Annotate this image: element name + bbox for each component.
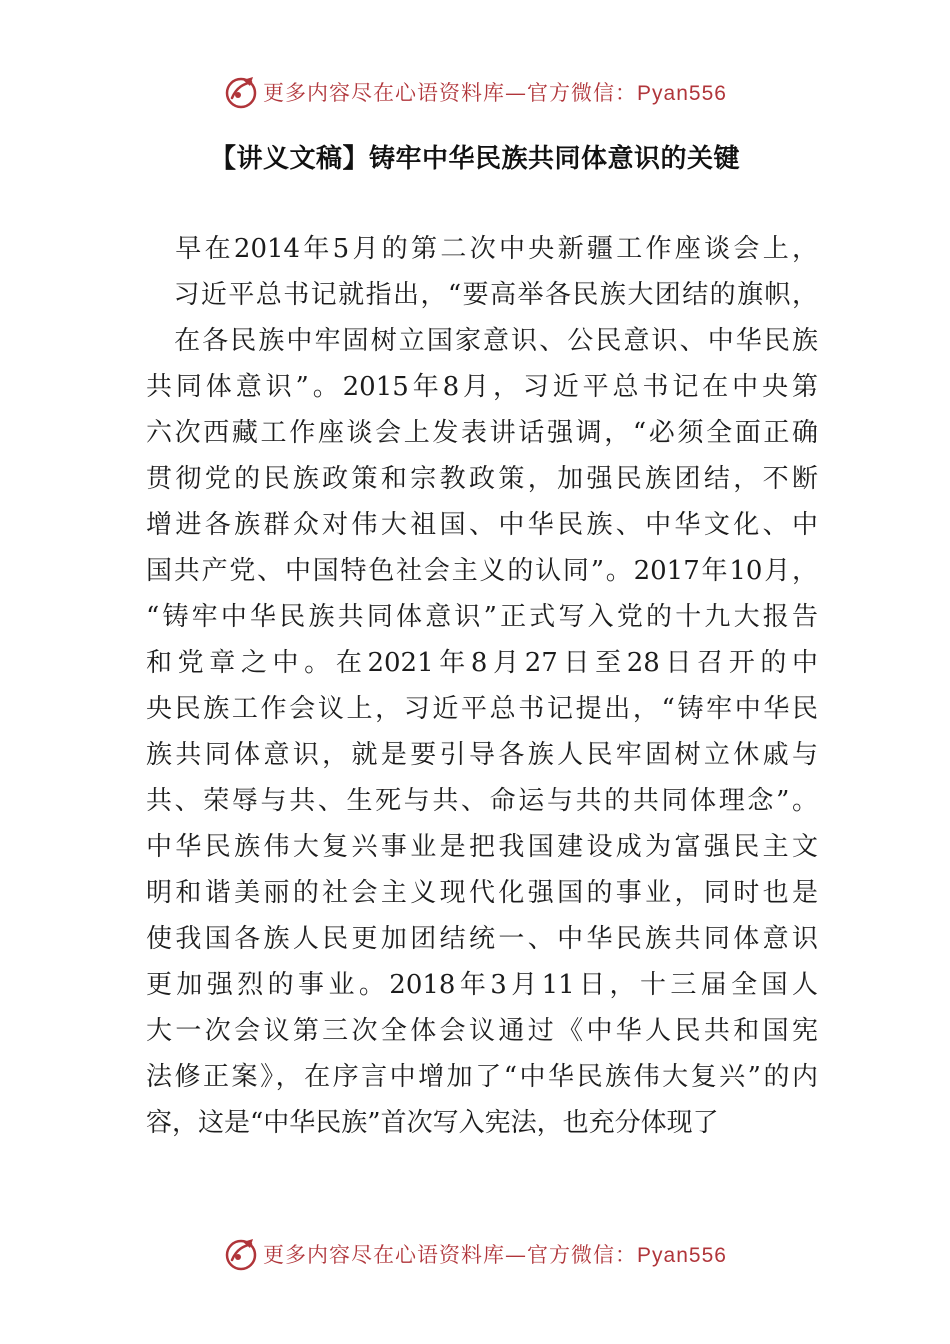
header-watermark <box>0 70 950 114</box>
body-line: 共、荣辱与共、生死与共、命运与共的共同体理念”。 <box>146 786 818 816</box>
footer-watermark <box>0 1232 950 1276</box>
body-line: 国共产党、中国特色社会主义的认同”。2017年10月， <box>146 556 818 586</box>
body-line: 和党章之中。在2021年8月27日至28日召开的中 <box>146 648 818 678</box>
body-line: 明和谐美丽的社会主义现代化强国的事业，同时也是 <box>146 878 818 908</box>
body-line: 使我国各族人民更加团结统一、中华民族共同体意识 <box>146 924 818 954</box>
body-line: 中华民族伟大复兴事业是把我国建设成为富强民主文 <box>146 832 818 862</box>
watermark-wechat-id: Pyan556 <box>637 1244 727 1267</box>
body-line: 族共同体意识，就是要引导各族人民牢固树立休戚与 <box>146 740 818 770</box>
body-line: 贯彻党的民族政策和宗教政策，加强民族团结，不断 <box>146 464 818 494</box>
watermark-slogan: 更多内容尽在心语资料库—官方微信： <box>263 81 638 105</box>
document-body <box>146 226 818 1146</box>
body-line: 更加强烈的事业。2018年3月11日，十三届全国人 <box>146 970 818 1000</box>
body-line: 在各民族中牢固树立国家意识、公民意识、中华民族 <box>146 326 818 356</box>
body-line: 大一次会议第三次全体会议通过《中华人民共和国宪 <box>146 1016 818 1046</box>
body-line: 早在2014年5月的第二次中央新疆工作座谈会上， <box>146 234 818 264</box>
body-line: 习近平总书记就指出，“要高举各民族大团结的旗帜， <box>146 280 818 310</box>
body-line: 容，这是“中华民族”首次写入宪法，也充分体现了 <box>146 1108 719 1138</box>
body-line: 共同体意识”。2015年8月，习近平总书记在中央第 <box>146 372 818 402</box>
body-line: 六次西藏工作座谈会上发表讲话强调，“必须全面正确 <box>146 418 818 448</box>
brand-logo-icon <box>223 74 259 110</box>
watermark-text <box>263 1239 727 1269</box>
watermark-slogan: 更多内容尽在心语资料库—官方微信： <box>263 1243 638 1267</box>
body-line: 增进各族群众对伟大祖国、中华民族、中华文化、中 <box>146 510 818 540</box>
document-title: 【讲义文稿】铸牢中华民族共同体意识的关键 <box>209 144 740 174</box>
body-line: “铸牢中华民族共同体意识”正式写入党的十九大报告 <box>146 602 818 632</box>
body-line: 央民族工作会议上，习近平总书记提出，“铸牢中华民 <box>146 694 818 724</box>
body-line: 法修正案》，在序言中增加了“中华民族伟大复兴”的内 <box>146 1062 818 1092</box>
watermark-text <box>263 77 727 107</box>
watermark-wechat-id: Pyan556 <box>637 82 727 105</box>
brand-logo-icon <box>223 1236 259 1272</box>
